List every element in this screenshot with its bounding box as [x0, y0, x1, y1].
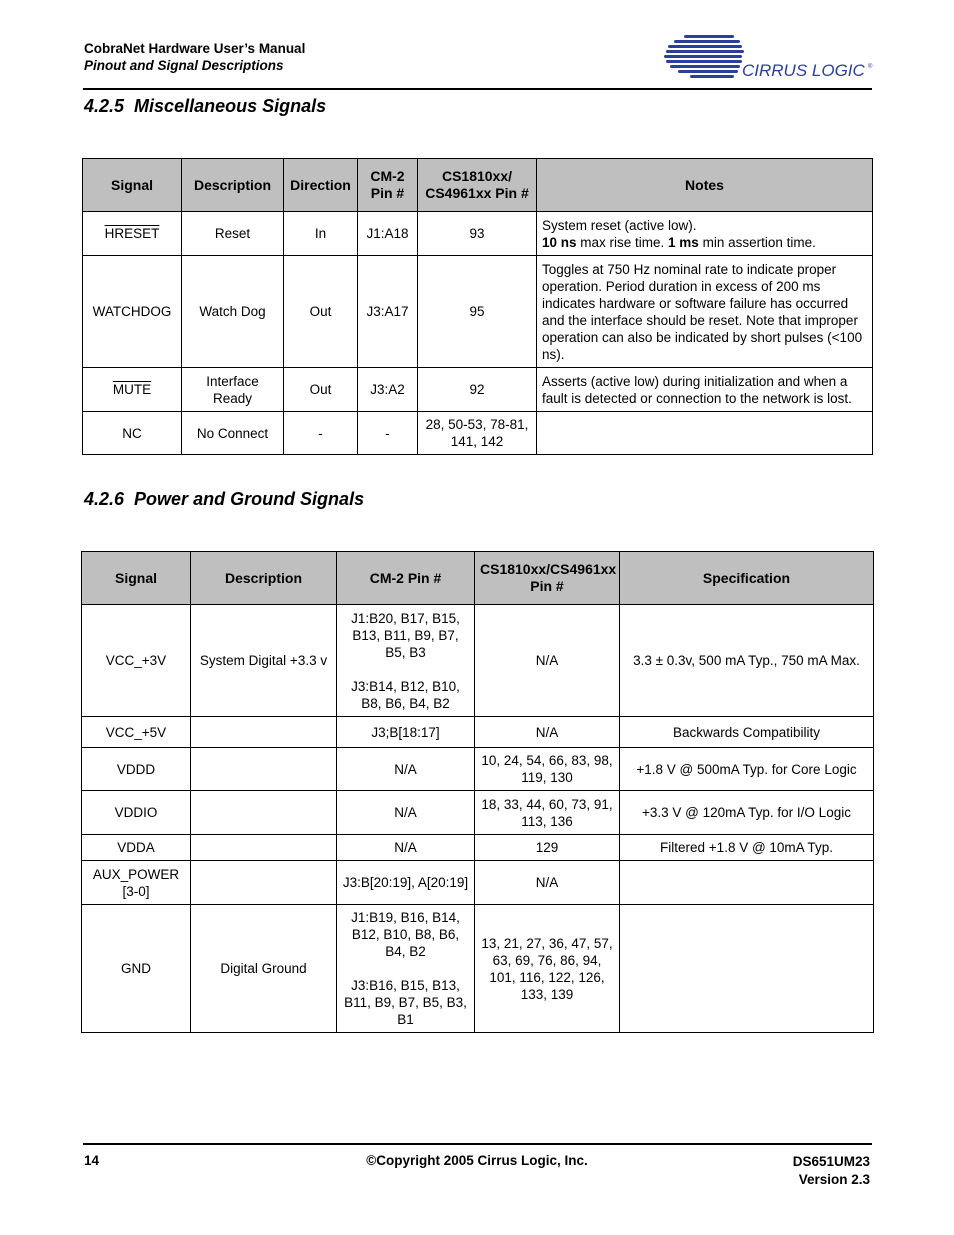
spec-cell — [620, 905, 874, 1033]
cs-pin-cell: 129 — [475, 835, 620, 861]
cs-pin-cell: 18, 33, 44, 60, 73, 91, 113, 136 — [475, 791, 620, 835]
direction-cell: Out — [284, 256, 358, 368]
cm2-pin-cell: J3:A17 — [358, 256, 418, 368]
spec-cell — [620, 861, 874, 905]
power-signals-table — [81, 551, 874, 1033]
description-cell: Watch Dog — [182, 256, 284, 368]
table-row — [82, 791, 874, 835]
notes-cell: Toggles at 750 Hz nominal rate to indicate proper operation. Period duration in excess of 200 ms indicates hardware or software failure has occurred and the interface should be reset. Note that improper operation can also be indicated by short pulses (<100 ns). — [537, 256, 873, 368]
copyright: ©Copyright 2005 Cirrus Logic, Inc. — [366, 1153, 588, 1168]
signal-name: GND — [82, 905, 191, 1033]
table-row — [82, 835, 874, 861]
signal-name: MUTE — [112, 382, 152, 397]
column-header: CS1810xx/ CS4961xx Pin # — [418, 159, 537, 212]
cs-pin-cell: N/A — [475, 861, 620, 905]
description-cell — [191, 791, 337, 835]
table-row — [82, 861, 874, 905]
spec-cell: +1.8 V @ 500mA Typ. for Core Logic — [620, 748, 874, 791]
table-header-row — [83, 159, 873, 212]
description-cell: No Connect — [182, 412, 284, 455]
description-cell: System Digital +3.3 v — [191, 605, 337, 717]
table-row — [82, 748, 874, 791]
signal-name: HRESET — [104, 226, 160, 241]
cirrus-logic-logo — [664, 32, 874, 82]
doc-id: DS651UM23 — [792, 1154, 870, 1169]
cs-pin-cell: 92 — [418, 368, 537, 412]
notes-cell: Asserts (active low) during initialization and when a fault is detected or connection to the network is lost. — [537, 368, 873, 412]
header-subtitle: Pinout and Signal Descriptions — [84, 58, 284, 73]
table-header-row — [82, 552, 874, 605]
table-row — [82, 717, 874, 748]
column-header: Description — [191, 552, 337, 605]
spec-cell: +3.3 V @ 120mA Typ. for I/O Logic — [620, 791, 874, 835]
column-header: Direction — [284, 159, 358, 212]
table-row — [83, 412, 873, 455]
table-row — [83, 256, 873, 368]
section-heading-misc: 4.2.5 Miscellaneous Signals — [84, 96, 327, 116]
signal-name: VCC_+5V — [82, 717, 191, 748]
signal-name: NC — [83, 412, 182, 455]
cs-pin-cell: 10, 24, 54, 66, 83, 98, 119, 130 — [475, 748, 620, 791]
column-header: Signal — [82, 552, 191, 605]
spec-cell: Filtered +1.8 V @ 10mA Typ. — [620, 835, 874, 861]
svg-text:CIRRUS LOGIC: CIRRUS LOGIC — [742, 61, 865, 80]
cs-pin-cell: 95 — [418, 256, 537, 368]
column-header: Description — [182, 159, 284, 212]
table-row — [82, 905, 874, 1033]
signal-name: VDDIO — [82, 791, 191, 835]
cm2-pin-cell: J1:B19, B16, B14, B12, B10, B8, B6, B4, B2 J3:B16, B15, B13, B11, B9, B7, B5, B3, B1 — [337, 905, 475, 1033]
signal-name: WATCHDOG — [83, 256, 182, 368]
cs-pin-cell: 13, 21, 27, 36, 47, 57, 63, 69, 76, 86, 94, 101, 116, 122, 126, 133, 139 — [475, 905, 620, 1033]
signal-name: VCC_+3V — [82, 605, 191, 717]
doc-info — [793, 1153, 870, 1189]
table-row — [82, 605, 874, 717]
table-row — [83, 368, 873, 412]
header-title: CobraNet Hardware User’s Manual — [84, 41, 306, 56]
footer-rule — [83, 1143, 872, 1145]
spec-cell: 3.3 ± 0.3v, 500 mA Typ., 750 mA Max. — [620, 605, 874, 717]
description-cell — [191, 748, 337, 791]
description-cell — [191, 861, 337, 905]
section-heading-power: 4.2.6 Power and Ground Signals — [84, 489, 365, 509]
column-header: CM-2 Pin # — [358, 159, 418, 212]
svg-text:®: ® — [868, 64, 873, 70]
description-cell: Interface Ready — [182, 368, 284, 412]
direction-cell: In — [284, 212, 358, 256]
cs-pin-cell: N/A — [475, 717, 620, 748]
description-cell: Reset — [182, 212, 284, 256]
column-header: CS1810xx/CS4961xx Pin # — [475, 552, 620, 605]
cm2-pin-cell: J1:A18 — [358, 212, 418, 256]
cm2-pin-cell: J3:B[20:19], A[20:19] — [337, 861, 475, 905]
header-rule — [83, 88, 872, 90]
cm2-pin-cell: - — [358, 412, 418, 455]
misc-signals-table — [82, 158, 873, 455]
description-cell — [191, 717, 337, 748]
column-header: Notes — [537, 159, 873, 212]
cs-pin-cell: 93 — [418, 212, 537, 256]
doc-version: Version 2.3 — [798, 1172, 870, 1187]
direction-cell: Out — [284, 368, 358, 412]
cm2-pin-cell: J3;B[18:17] — [337, 717, 475, 748]
cm2-pin-cell: J1:B20, B17, B15, B13, B11, B9, B7, B5, B3 J3:B14, B12, B10, B8, B6, B4, B2 — [337, 605, 475, 717]
cm2-pin-cell: N/A — [337, 748, 475, 791]
description-cell — [191, 835, 337, 861]
notes-cell — [537, 412, 873, 455]
signal-name: AUX_POWER [3-0] — [82, 861, 191, 905]
signal-name: VDDD — [82, 748, 191, 791]
cs-pin-cell: N/A — [475, 605, 620, 717]
spec-cell: Backwards Compatibility — [620, 717, 874, 748]
signal-name: VDDA — [82, 835, 191, 861]
cs-pin-cell: 28, 50-53, 78-81, 141, 142 — [418, 412, 537, 455]
column-header: Specification — [620, 552, 874, 605]
cm2-pin-cell: N/A — [337, 835, 475, 861]
notes-cell: System reset (active low). 10 ns max rise time. 1 ms min assertion time. — [537, 212, 873, 256]
cm2-pin-cell: J3:A2 — [358, 368, 418, 412]
page-number: 14 — [84, 1153, 100, 1168]
cm2-pin-cell: N/A — [337, 791, 475, 835]
table-row — [83, 212, 873, 256]
column-header: Signal — [83, 159, 182, 212]
direction-cell: - — [284, 412, 358, 455]
description-cell: Digital Ground — [191, 905, 337, 1033]
column-header: CM-2 Pin # — [337, 552, 475, 605]
